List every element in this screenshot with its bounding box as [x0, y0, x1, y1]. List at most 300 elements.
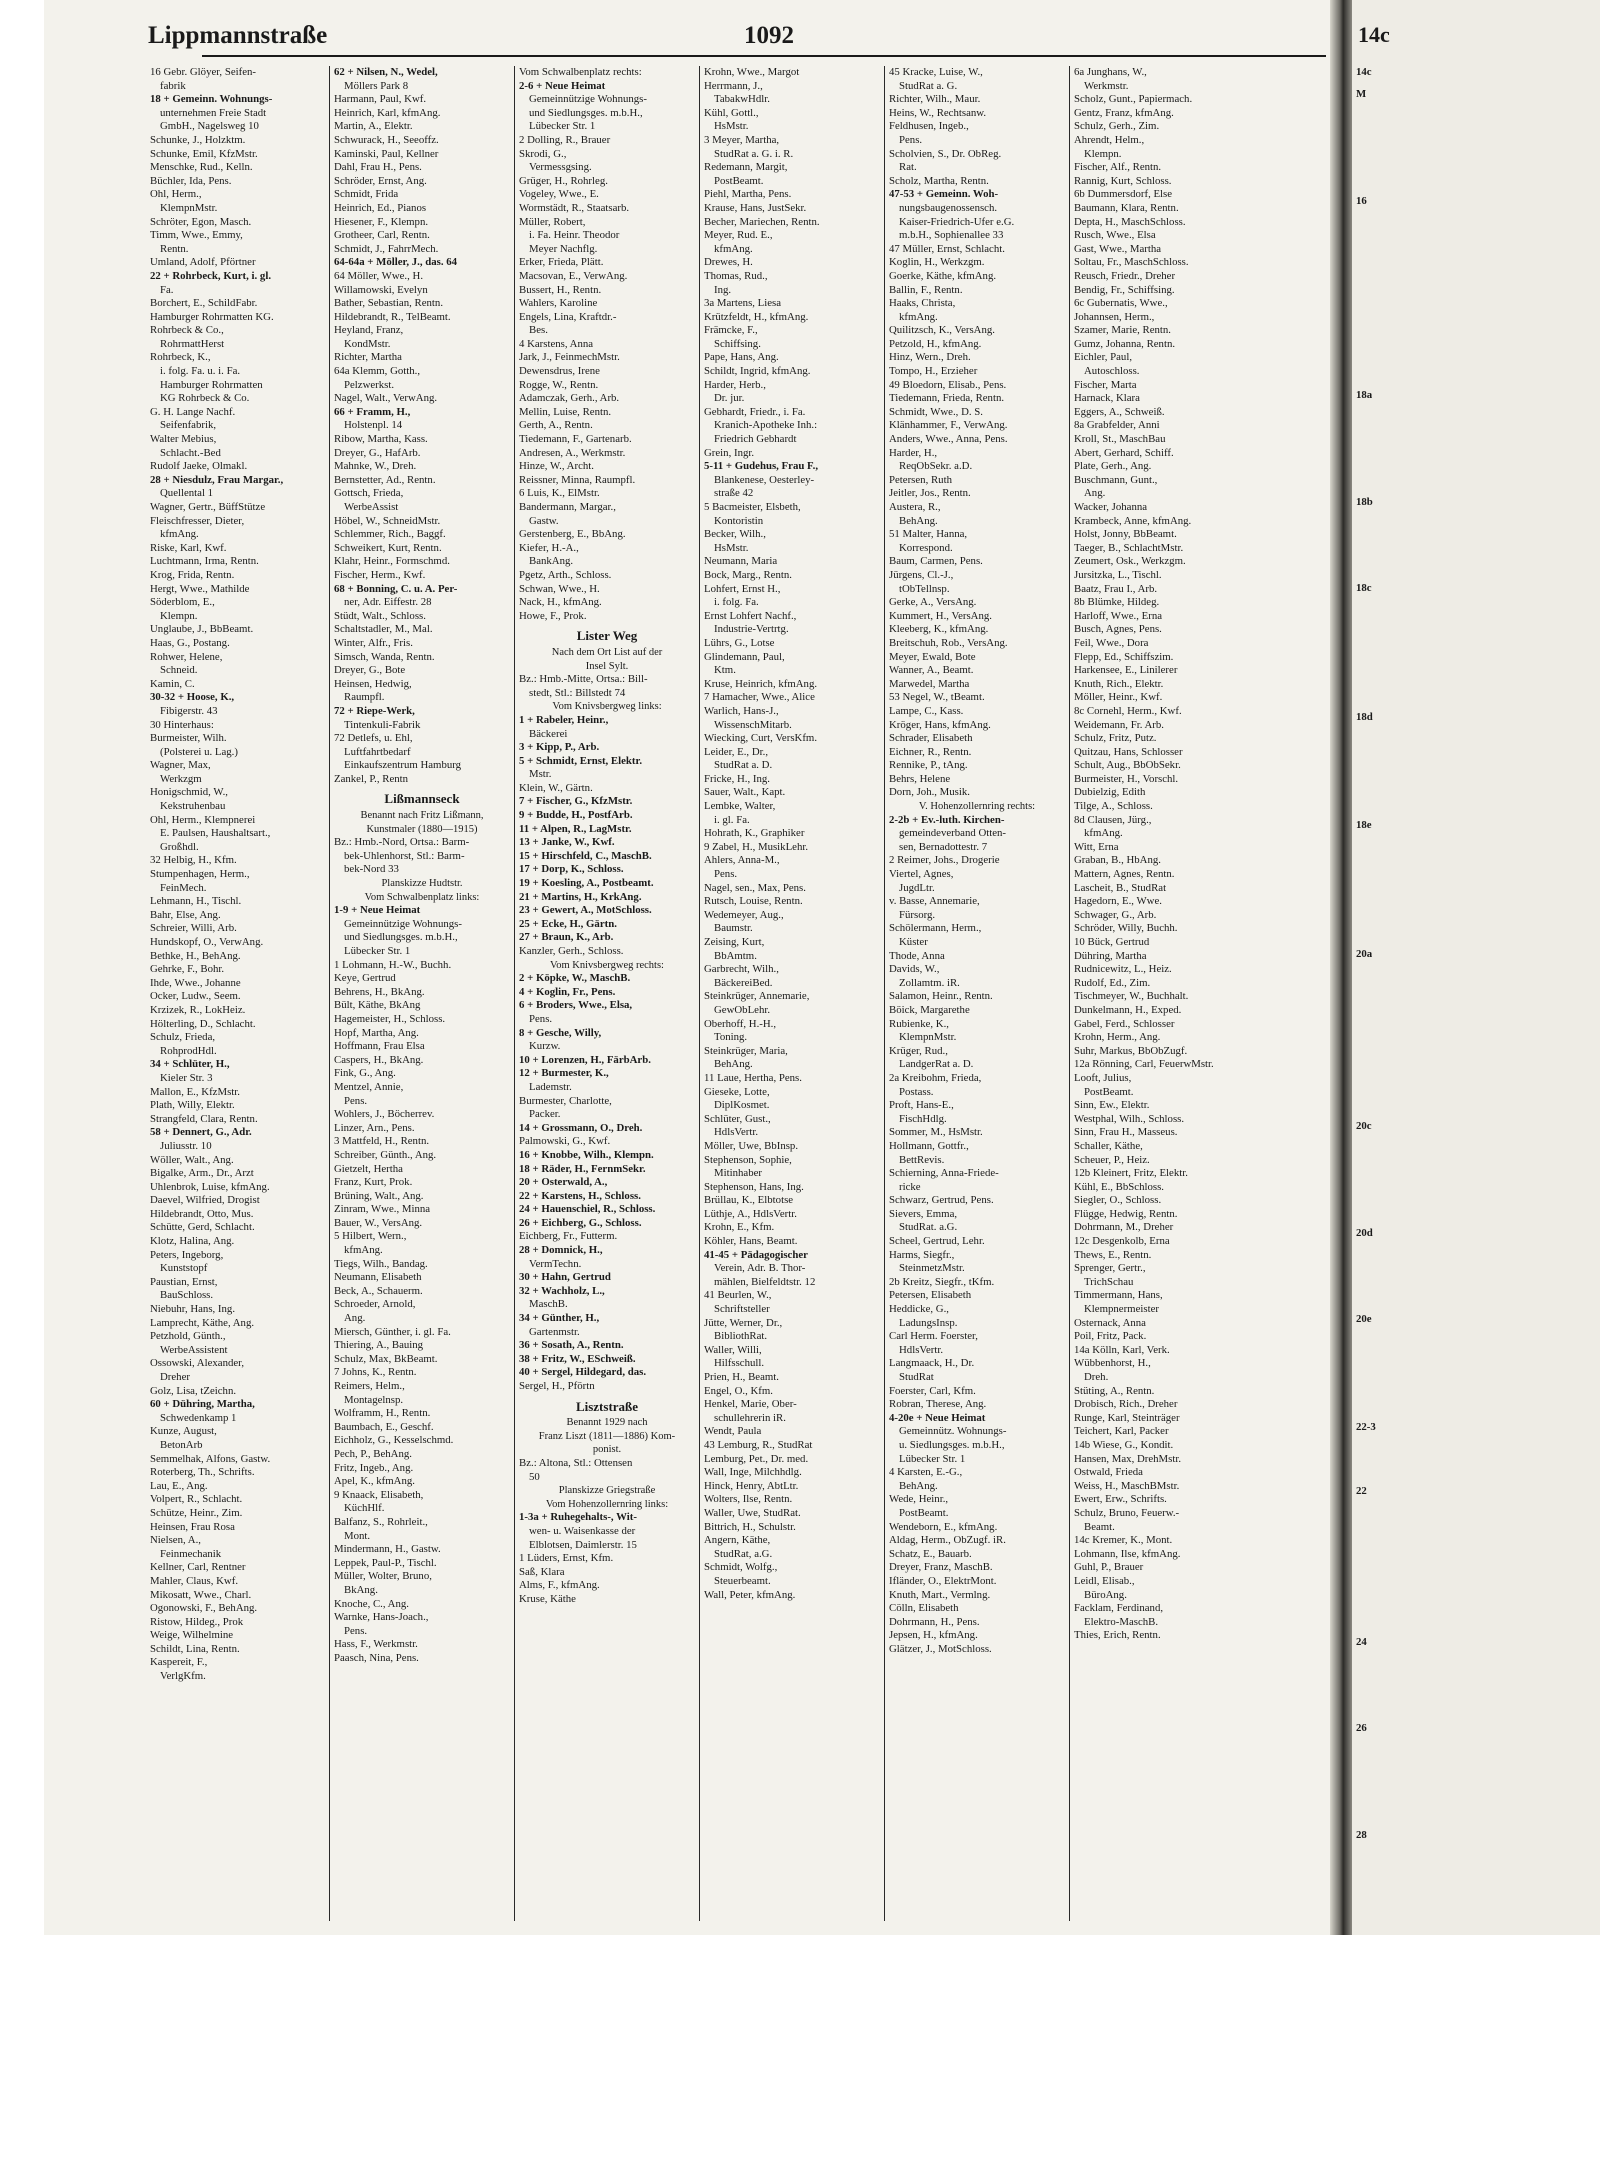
facing-page-fragment — [1356, 1378, 1376, 1400]
directory-entry: Lohfert, Ernst H., — [704, 582, 781, 595]
directory-entry: 4 Karsten, E.-G., — [889, 1466, 963, 1479]
directory-entry: Wagner, Max, — [150, 759, 211, 772]
directory-entry-continuation: BbAmtm. — [714, 949, 757, 962]
directory-entry-continuation: Elektro-MaschB. — [1084, 1615, 1159, 1628]
directory-entry-continuation: ReqObSekr. a.D. — [899, 460, 973, 473]
directory-entry: Warlich, Hans-J., — [704, 704, 779, 717]
directory-entry-continuation: Bes. — [529, 324, 548, 337]
directory-entry: Stephenson, Hans, Ing. — [704, 1180, 804, 1193]
directory-entry: Unglaube, J., BbBeamt. — [150, 623, 254, 636]
directory-entry-continuation: Kranich-Apotheke Inh.: — [714, 419, 818, 432]
directory-entry-continuation: Schwedenkamp 1 — [160, 1411, 237, 1424]
directory-entry: Becher, Mariechen, Rentn. — [704, 215, 820, 228]
directory-entry: Schweikert, Kurt, Rentn. — [334, 541, 442, 554]
directory-entry: Lehmann, H., Tischl. — [150, 895, 242, 908]
directory-entry: Abert, Gerhard, Schiff. — [1074, 446, 1174, 459]
directory-entry-continuation: Packer. — [529, 1108, 561, 1121]
directory-entry: Klein, W., Gärtn. — [519, 781, 593, 794]
directory-entry: Timm, Wwe., Emmy, — [150, 229, 243, 242]
directory-entry: Schütze, Heinr., Zim. — [150, 1506, 243, 1519]
facing-page-fragment — [1356, 690, 1376, 712]
directory-entry: Thode, Anna — [889, 949, 945, 962]
directory-entry-continuation: Kieler Str. 3 — [160, 1071, 213, 1084]
directory-entry: Lampe, C., Kass. — [889, 704, 964, 717]
directory-entry: Wormstädt, R., Staatsarb. — [519, 201, 630, 214]
directory-entry: Drobisch, Rich., Dreher — [1074, 1398, 1178, 1411]
directory-entry-continuation: kfmAng. — [714, 242, 753, 255]
directory-entry: Fritz, Ingeb., Ang. — [334, 1461, 414, 1474]
directory-entry-continuation: HdlsVertr. — [899, 1343, 944, 1356]
directory-entry: Leider, E., Dr., — [704, 745, 769, 758]
header-rule — [202, 55, 1326, 57]
directory-entry: 51 Malter, Hanna, — [889, 528, 968, 541]
directory-entry-continuation: StudRat. a.G. — [899, 1221, 958, 1234]
directory-entry: Kanzler, Gerh., Schloss. — [519, 945, 624, 957]
directory-entry: Umland, Adolf, Pförtner — [150, 256, 256, 269]
directory-entry: Scholz, Martha, Rentn. — [889, 174, 989, 187]
directory-entry: Thews, E., Rentn. — [1074, 1248, 1152, 1261]
directory-entry: Dohrmann, M., Dreher — [1074, 1221, 1174, 1234]
directory-entry: 3 Mattfeld, H., Rentn. — [334, 1135, 430, 1148]
house-owner-entry: 1 + Rabeler, Heinr., — [519, 713, 609, 726]
facing-page-fragment — [1356, 1550, 1376, 1572]
directory-entry: Lemburg, Pet., Dr. med. — [704, 1452, 809, 1465]
directory-entry: Simsch, Wanda, Rentn. — [334, 650, 435, 663]
directory-entry-continuation: BankAng. — [529, 555, 574, 568]
house-owner-entry: 2-2b + Ev.-luth. Kirchen- — [889, 813, 1005, 826]
house-owner-entry: 5 + Schmidt, Ernst, Elektr. — [519, 754, 643, 767]
directory-entry: Adamczak, Gerh., Arb. — [519, 392, 620, 405]
directory-entry: Schreiber, Günth., Ang. — [334, 1148, 437, 1161]
directory-entry: Gottsch, Frieda, — [334, 487, 404, 500]
street-note: Benannt 1929 nach — [566, 1417, 648, 1429]
directory-entry: Bendig, Fr., Schiffsing. — [1074, 283, 1175, 296]
facing-page-fragment — [1356, 1292, 1376, 1314]
directory-entry: Warnke, Hans-Joach., — [334, 1611, 429, 1624]
facing-page-fragment — [1356, 1700, 1376, 1722]
directory-entry: Johannsen, Herm., — [1074, 310, 1155, 323]
directory-entry: Dohrmann, H., Pens. — [889, 1615, 980, 1628]
directory-entry: Meyer, Rud. E., — [704, 229, 773, 242]
directory-entry: Leppek, Paul-P., Tischl. — [334, 1556, 437, 1569]
directory-entry: Sprenger, Gertr., — [1074, 1262, 1146, 1275]
directory-entry: Petzhold, Günth., — [150, 1330, 226, 1343]
directory-entry: Ahlers, Anna-M., — [704, 854, 780, 867]
street-heading: Lister Weg — [576, 628, 638, 644]
directory-entry: Wall, Inge, Milchhdlg. — [704, 1466, 802, 1479]
directory-entry: G. H. Lange Nachf. — [150, 405, 236, 418]
facing-page-fragment — [1356, 926, 1376, 948]
directory-entry-continuation: KG Rohrbeck & Co. — [160, 392, 250, 405]
directory-entry: 6 Luis, K., ElMstr. — [519, 487, 600, 500]
directory-entry-continuation: StudRat — [899, 1371, 934, 1383]
directory-entry-continuation: BetonArb — [160, 1438, 203, 1451]
facing-page-house-numbers — [1356, 66, 1376, 1851]
directory-entry: Feil, Wwe., Dora — [1074, 636, 1149, 649]
street-note: Nach dem Ort List auf der — [551, 646, 663, 658]
directory-entry-continuation: Friedrich Gebhardt — [714, 433, 797, 446]
directory-entry: Wöller, Walt., Ang. — [150, 1153, 234, 1166]
facing-page-fragment — [1356, 346, 1376, 368]
directory-entry: Waller, Uwe, StudRat. — [704, 1506, 801, 1519]
directory-entry: Harms, Siegfr., — [889, 1248, 955, 1261]
directory-entry: Tiedemann, Frieda, Rentn. — [889, 392, 1005, 405]
directory-entry: Burmester, Charlotte, — [519, 1094, 612, 1107]
directory-entry: 53 Negel, W., tBeamt. — [889, 691, 985, 704]
directory-entry: Tiegs, Wilh., Bandag. — [334, 1257, 428, 1270]
directory-entry: Gumz, Johanna, Rentn. — [1074, 337, 1176, 350]
directory-entry-continuation: Industrie-Vertrtg. — [714, 623, 789, 636]
directory-entry-continuation: kfmAng. — [344, 1244, 383, 1257]
directory-entry: Krause, Hans, JustSekr. — [704, 201, 807, 214]
directory-entry-continuation: Meyer Nachflg. — [529, 242, 598, 255]
directory-entry: Hundskopf, O., VerwAng. — [150, 936, 264, 948]
directory-entry-continuation: Klempnermeister — [1084, 1303, 1159, 1316]
directory-entry: Palmowski, G., Kwf. — [519, 1135, 611, 1148]
directory-entry: Wiecking, Curt, VersKfm. — [704, 732, 818, 745]
facing-page-fragment: 20d — [1356, 1227, 1373, 1239]
directory-entry-continuation: BehAng. — [899, 514, 938, 527]
directory-entry-continuation: WerbeAssist — [344, 501, 399, 513]
directory-entry: 11 Laue, Hertha, Pens. — [704, 1071, 802, 1084]
directory-entry: Stumpenhagen, Herm., — [150, 868, 250, 881]
directory-entry: Baumann, Klara, Rentn. — [1074, 201, 1179, 214]
directory-entry-continuation: GewObLehr. — [714, 1003, 771, 1016]
facing-page-fragment — [1356, 754, 1376, 776]
directory-entry: Dühring, Martha — [1074, 949, 1147, 962]
directory-entry: 1 Lohmann, H.-W., Buchh. — [334, 958, 452, 971]
house-owner-entry: 4-20e + Neue Heimat — [889, 1411, 986, 1424]
directory-entry: Foerster, Carl, Kfm. — [889, 1384, 976, 1397]
directory-entry: Schmidt, Wwe., D. S. — [889, 405, 983, 418]
directory-entry-continuation: BehAng. — [714, 1058, 753, 1071]
directory-entry-continuation: Korrespond. — [899, 541, 953, 554]
facing-page-fragment — [1356, 217, 1376, 239]
directory-entry: Ocker, Ludw., Seem. — [150, 990, 241, 1003]
directory-entry: 8d Clausen, Jürg., — [1074, 813, 1152, 826]
directory-entry: Nack, H., kfmAng. — [519, 596, 602, 609]
directory-entry: Harder, Herb., — [704, 378, 766, 391]
directory-entry-continuation: Klempn. — [160, 609, 198, 622]
directory-entry-continuation: i. Fa. Heinr. Theodor — [529, 229, 620, 242]
directory-entry: Weige, Wilhelmine — [150, 1629, 234, 1642]
directory-entry-continuation: tObTellnsp. — [899, 582, 950, 595]
facing-page-fragment — [1356, 432, 1376, 454]
directory-entry: Holst, Jonny, BbBeamt. — [1074, 528, 1177, 541]
directory-entry: 72 Detlefs, u. Ehl, — [334, 732, 413, 745]
directory-entry-continuation: FischHdlg. — [899, 1112, 947, 1125]
facing-page-fragment — [1356, 1614, 1376, 1636]
directory-entry: Rohrbeck, K., — [150, 351, 211, 364]
facing-page-fragment: 20c — [1356, 1119, 1372, 1132]
directory-entry: Rannig, Kurt, Schloss. — [1074, 174, 1172, 187]
column-divider — [514, 66, 515, 1921]
directory-entry-continuation: KlempnMstr. — [899, 1031, 957, 1044]
directory-entry: Hinze, W., Archt. — [519, 460, 594, 473]
directory-entry: Carl Herm. Foerster, — [889, 1330, 978, 1343]
directory-entry: Schult, Aug., BbObSekr. — [1074, 759, 1181, 772]
directory-entry: Piehl, Martha, Pens. — [704, 188, 792, 201]
facing-page-fragment — [1356, 1679, 1376, 1701]
house-owner-entry: 25 + Ecke, H., Gärtn. — [519, 917, 617, 930]
directory-entry-continuation: TabakwHdlr. — [714, 93, 770, 106]
directory-entry: Thies, Erich, Rentn. — [1074, 1629, 1161, 1642]
directory-entry: Bült, Käthe, BkAng — [334, 999, 421, 1012]
directory-entry: Volpert, R., Schlacht. — [150, 1493, 243, 1506]
street-note: Vom Knivsbergweg links: — [552, 701, 662, 713]
directory-entry: Petersen, Ruth — [889, 473, 952, 486]
directory-entry: Aldag, Herm., ObZugf. iR. — [889, 1534, 1006, 1547]
directory-entry: Krützfeldt, H., kfmAng. — [704, 310, 809, 323]
directory-entry: Baatz, Frau I., Arb. — [1074, 582, 1158, 595]
directory-entry: 9 Zabel, H., MusikLehr. — [704, 840, 809, 853]
directory-entry: Breitschuh, Rob., VersAng. — [889, 636, 1008, 649]
directory-entry-continuation: PostBeamt. — [714, 174, 764, 187]
house-owner-entry: 13 + Janke, W., Kwf. — [519, 836, 615, 849]
column-divider — [329, 66, 330, 1921]
directory-entry-continuation: Schneid. — [160, 664, 198, 677]
directory-column-3 — [519, 66, 695, 1607]
directory-entry: Stephenson, Sophie, — [704, 1153, 792, 1166]
directory-entry: Müller, Wolter, Bruno, — [334, 1570, 432, 1583]
directory-entry: Luchtmann, Irma, Rentn. — [150, 555, 259, 568]
house-owner-entry: 4 + Koglin, Fr., Pens. — [519, 985, 616, 998]
directory-entry: 8b Blümke, Hildeg. — [1074, 596, 1160, 609]
directory-entry-continuation: stedt, Stl.: Billstedt 74 — [529, 686, 626, 699]
directory-entry: Ossowski, Alexander, — [150, 1357, 245, 1370]
directory-entry: Poil, Fritz, Pack. — [1074, 1330, 1147, 1343]
directory-entry: Strangfeld, Clara, Rentn. — [150, 1112, 258, 1125]
directory-column-1 — [150, 66, 326, 1684]
directory-entry: Schulz, Bruno, Feuerw.- — [1074, 1506, 1180, 1519]
directory-entry: Vogeley, Wwe., E. — [519, 188, 599, 201]
directory-entry-continuation: Autoschloss. — [1084, 365, 1140, 378]
directory-entry: Schaltstadler, M., Mal. — [334, 623, 433, 636]
directory-entry-continuation: PostBeamt. — [899, 1506, 949, 1519]
directory-entry-continuation: BäckereiBed. — [714, 976, 773, 989]
directory-entry: 14a Kölln, Karl, Verk. — [1074, 1343, 1170, 1356]
directory-entry: 7 Johns, K., Rentn. — [334, 1366, 417, 1379]
house-owner-entry: 8 + Gesche, Willy, — [519, 1026, 602, 1039]
facing-page-fragment — [1356, 1743, 1376, 1765]
directory-entry: Reissner, Minna, Raumpfl. — [519, 473, 636, 486]
directory-entry: Hagedorn, E., Wwe. — [1074, 895, 1162, 908]
directory-entry: 6c Gubernatis, Wwe., — [1074, 297, 1168, 310]
directory-entry: Haaks, Christa, — [889, 297, 956, 310]
facing-page-fragment — [1356, 1012, 1376, 1034]
directory-entry: Gebhardt, Friedr., i. Fa. — [704, 405, 806, 418]
directory-entry-continuation: HdlsVertr. — [714, 1126, 759, 1139]
facing-page-fragment — [1356, 991, 1376, 1013]
directory-entry: Herrmann, J., — [704, 79, 763, 92]
facing-page-fragment — [1356, 1270, 1376, 1292]
directory-entry: Kroll, St., MaschBau — [1074, 433, 1166, 446]
directory-entry: Ballin, F., Rentn. — [889, 283, 963, 296]
house-owner-entry: 16 + Knobbe, Wilh., Klempn. — [519, 1148, 654, 1161]
directory-entry-continuation: Ing. — [714, 283, 732, 296]
directory-entry: Hinz, Wern., Dreh. — [889, 351, 971, 364]
house-owner-entry: 10 + Lorenzen, H., FärbArb. — [519, 1053, 651, 1066]
directory-entry: Gehrke, F., Bohr. — [150, 963, 225, 976]
directory-entry: Möller, Uwe, BbInsp. — [704, 1139, 799, 1152]
directory-entry: Austera, R., — [889, 501, 941, 513]
directory-entry-continuation: ner, Adr. Eiffestr. 28 — [344, 596, 432, 609]
directory-entry-continuation: VerlgKfm. — [160, 1670, 206, 1683]
street-note: Kunstmaler (1880—1915) — [366, 823, 478, 835]
directory-entry: Sauer, Walt., Kapt. — [704, 786, 786, 799]
directory-entry: Soltau, Fr., MaschSchloss. — [1074, 256, 1189, 269]
directory-entry-continuation: Pens. — [714, 868, 738, 881]
directory-entry: Kunze, August, — [150, 1425, 217, 1438]
directory-entry: Hass, F., Werkmstr. — [334, 1638, 418, 1651]
directory-entry-continuation: Kunststopf — [160, 1262, 208, 1275]
directory-entry: Knoche, C., Ang. — [334, 1597, 409, 1610]
facing-page-fragment — [1356, 604, 1376, 626]
house-owner-entry: 19 + Koesling, A., Postbeamt. — [519, 877, 654, 890]
directory-entry: Steinkrüger, Maria, — [704, 1044, 788, 1057]
directory-entry: Gabel, Ferd., Schlosser — [1074, 1017, 1175, 1030]
directory-entry: Müller, Robert, — [519, 215, 586, 228]
directory-entry-continuation: RohprodHdl. — [160, 1044, 217, 1057]
directory-entry-continuation: Werkzgm — [160, 772, 202, 785]
directory-entry-continuation: PostBeamt. — [1084, 1085, 1134, 1098]
directory-entry: Mellin, Luise, Rentn. — [519, 405, 612, 418]
directory-entry-continuation: Verein, Adr. B. Thor- — [714, 1262, 806, 1275]
directory-entry: Saß, Klara — [519, 1565, 565, 1578]
directory-entry: Eichberg, Fr., Futterm. — [519, 1230, 618, 1243]
directory-entry-continuation: BehAng. — [899, 1479, 938, 1492]
directory-entry: Klänhammer, F., VerwAng. — [889, 419, 1008, 432]
facing-page-fragment — [1356, 453, 1376, 475]
directory-entry: Wall, Peter, kfmAng. — [704, 1588, 796, 1601]
directory-entry: Balfanz, S., Rohrleit., — [334, 1515, 428, 1528]
directory-entry-continuation: DiplKosmet. — [714, 1099, 770, 1112]
directory-entry-continuation: JugdLtr. — [899, 881, 935, 894]
directory-entry: Krambeck, Anne, kfmAng. — [1074, 514, 1192, 527]
directory-entry: Prien, H., Beamt. — [704, 1371, 779, 1383]
directory-entry: 4 Karstens, Anna — [519, 337, 594, 350]
directory-entry: v. Basse, Annemarie, — [889, 895, 980, 908]
facing-page-fragment — [1356, 303, 1376, 325]
facing-page-fragment — [1356, 1399, 1376, 1421]
directory-entry-continuation: Hilfsschull. — [714, 1357, 765, 1370]
directory-entry: Plate, Gerh., Ang. — [1074, 460, 1152, 473]
directory-entry-continuation: kfmAng. — [899, 310, 938, 323]
directory-entry: 3 Meyer, Martha, — [704, 133, 780, 146]
directory-entry: 3a Martens, Liesa — [704, 297, 782, 310]
directory-entry: Rubienke, K., — [889, 1017, 949, 1030]
directory-entry: Främcke, F., — [704, 324, 758, 337]
directory-entry: Osternack, Anna — [1074, 1316, 1146, 1329]
running-head-street: Lippmannstraße — [148, 22, 328, 49]
directory-entry-continuation: Montagelnsp. — [344, 1393, 404, 1406]
directory-entry: Hansen, Max, DrehMstr. — [1074, 1452, 1182, 1465]
directory-entry: 32 Helbig, H., Kfm. — [150, 854, 237, 867]
directory-entry: Glindemann, Paul, — [704, 650, 785, 663]
directory-entry-continuation: bek-Nord 33 — [344, 863, 399, 876]
directory-entry-continuation: WissenschMitarb. — [714, 718, 792, 731]
directory-entry-continuation: Feinmechanik — [160, 1547, 222, 1560]
directory-entry: Krohn, E., Kfm. — [704, 1221, 775, 1234]
directory-entry-continuation: StudRat a. G. i. R. — [714, 147, 794, 160]
directory-entry: Roterberg, Th., Schrifts. — [150, 1466, 255, 1479]
directory-entry-continuation: KüchHlf. — [344, 1502, 385, 1515]
directory-entry: Hinck, Henry, AbtLtr. — [704, 1479, 799, 1492]
directory-entry: 5 Hilbert, Wern., — [334, 1230, 407, 1243]
directory-entry-continuation: Kurzw. — [529, 1040, 561, 1053]
directory-entry-continuation: Rentn. — [160, 242, 189, 255]
directory-entry: Rudolf, Ed., Zim. — [1074, 976, 1151, 989]
directory-entry-continuation: Pens. — [899, 133, 923, 146]
directory-entry: Hohrath, K., Graphiker — [704, 827, 805, 840]
house-owner-entry: 5-11 + Gudehus, Frau F., — [704, 460, 819, 473]
house-owner-entry: 3 + Kipp, P., Arb. — [519, 741, 600, 754]
directory-entry: 43 Lemburg, R., StudRat — [704, 1438, 813, 1451]
facing-page-fragment — [1356, 1765, 1376, 1787]
directory-entry: Skrodi, G., — [519, 147, 567, 160]
directory-entry: Borchert, E., SchildFabr. — [150, 297, 258, 310]
directory-entry-continuation: FeinMech. — [160, 881, 207, 894]
directory-entry-continuation: Klempn. — [1084, 147, 1122, 160]
directory-entry: Engels, Lina, Kraftdr.- — [519, 310, 617, 323]
directory-entry: Schwager, G., Arb. — [1074, 908, 1157, 921]
directory-entry: Lüthje, A., HdlsVertr. — [704, 1207, 797, 1220]
directory-entry: Szamer, Marie, Rentn. — [1074, 324, 1172, 337]
house-owner-entry: 30 + Hahn, Gertrud — [519, 1271, 611, 1284]
directory-entry: Gieseke, Lotte, — [704, 1085, 770, 1098]
directory-entry: Proft, Hans-E., — [889, 1099, 954, 1112]
directory-entry: Kühl, E., BbSchloss. — [1074, 1180, 1164, 1193]
directory-entry: Harloff, Wwe., Erna — [1074, 609, 1163, 622]
directory-entry-continuation: Quellental 1 — [160, 487, 214, 500]
directory-entry: Wanner, A., Beamt. — [889, 664, 974, 677]
facing-page-fragment — [1356, 1356, 1376, 1378]
directory-entry: Hamburger Rohrmatten KG. — [150, 310, 274, 323]
directory-entry: Schroeder, Arnold, — [334, 1298, 416, 1311]
directory-entry: Schatz, E., Bauarb. — [889, 1547, 972, 1560]
directory-entry: Kröger, Hans, kfmAng. — [889, 718, 991, 731]
directory-entry-continuation: (Polsterei u. Lag.) — [160, 745, 238, 758]
directory-entry-continuation: Gemeinnütz. Wohnungs- — [899, 1425, 1007, 1438]
directory-entry-continuation: Zollamtm. iR. — [899, 976, 960, 989]
directory-entry: Schrader, Elisabeth — [889, 732, 973, 745]
directory-entry: Neumann, Maria — [704, 555, 778, 568]
directory-entry-continuation: TrichSchau — [1084, 1275, 1134, 1288]
directory-entry: Dunkelmann, H., Exped. — [1074, 1003, 1182, 1016]
directory-entry-continuation: wen- u. Waisenkasse der — [529, 1524, 636, 1537]
directory-entry: Hopf, Martha, Ang. — [334, 1026, 419, 1039]
facing-page-fragment — [1356, 324, 1376, 346]
directory-entry: Pech, P., BehAng. — [334, 1447, 412, 1460]
directory-entry-continuation: straße 42 — [714, 487, 754, 500]
directory-entry: Heinsen, Hedwig, — [334, 677, 412, 690]
directory-entry: Dreyer, Franz, MaschB. — [889, 1561, 993, 1574]
directory-entry: Burmeister, Wilh. — [150, 732, 227, 745]
column-divider — [1069, 66, 1070, 1921]
directory-entry: Reimers, Helm., — [334, 1380, 405, 1392]
directory-entry: Quilitzsch, K., VersAng. — [889, 324, 995, 337]
directory-entry: Schröter, Egon, Masch. — [150, 215, 252, 228]
directory-entry: Wohlers, J., Böcherrev. — [334, 1108, 435, 1121]
facing-page-fragment — [1356, 561, 1376, 583]
facing-page-fragment — [1356, 367, 1376, 389]
scan-margin — [0, 1935, 1600, 2177]
directory-entry: Hoffmann, Frau Elsa — [334, 1040, 425, 1053]
directory-entry-continuation: StudRat a. D. — [714, 759, 773, 772]
directory-entry: Goerke, Käthe, kfmAng. — [889, 269, 997, 282]
directory-entry: Krog, Frida, Rentn. — [150, 568, 235, 581]
directory-entry: Schildt, Lina, Rentn. — [150, 1642, 240, 1655]
